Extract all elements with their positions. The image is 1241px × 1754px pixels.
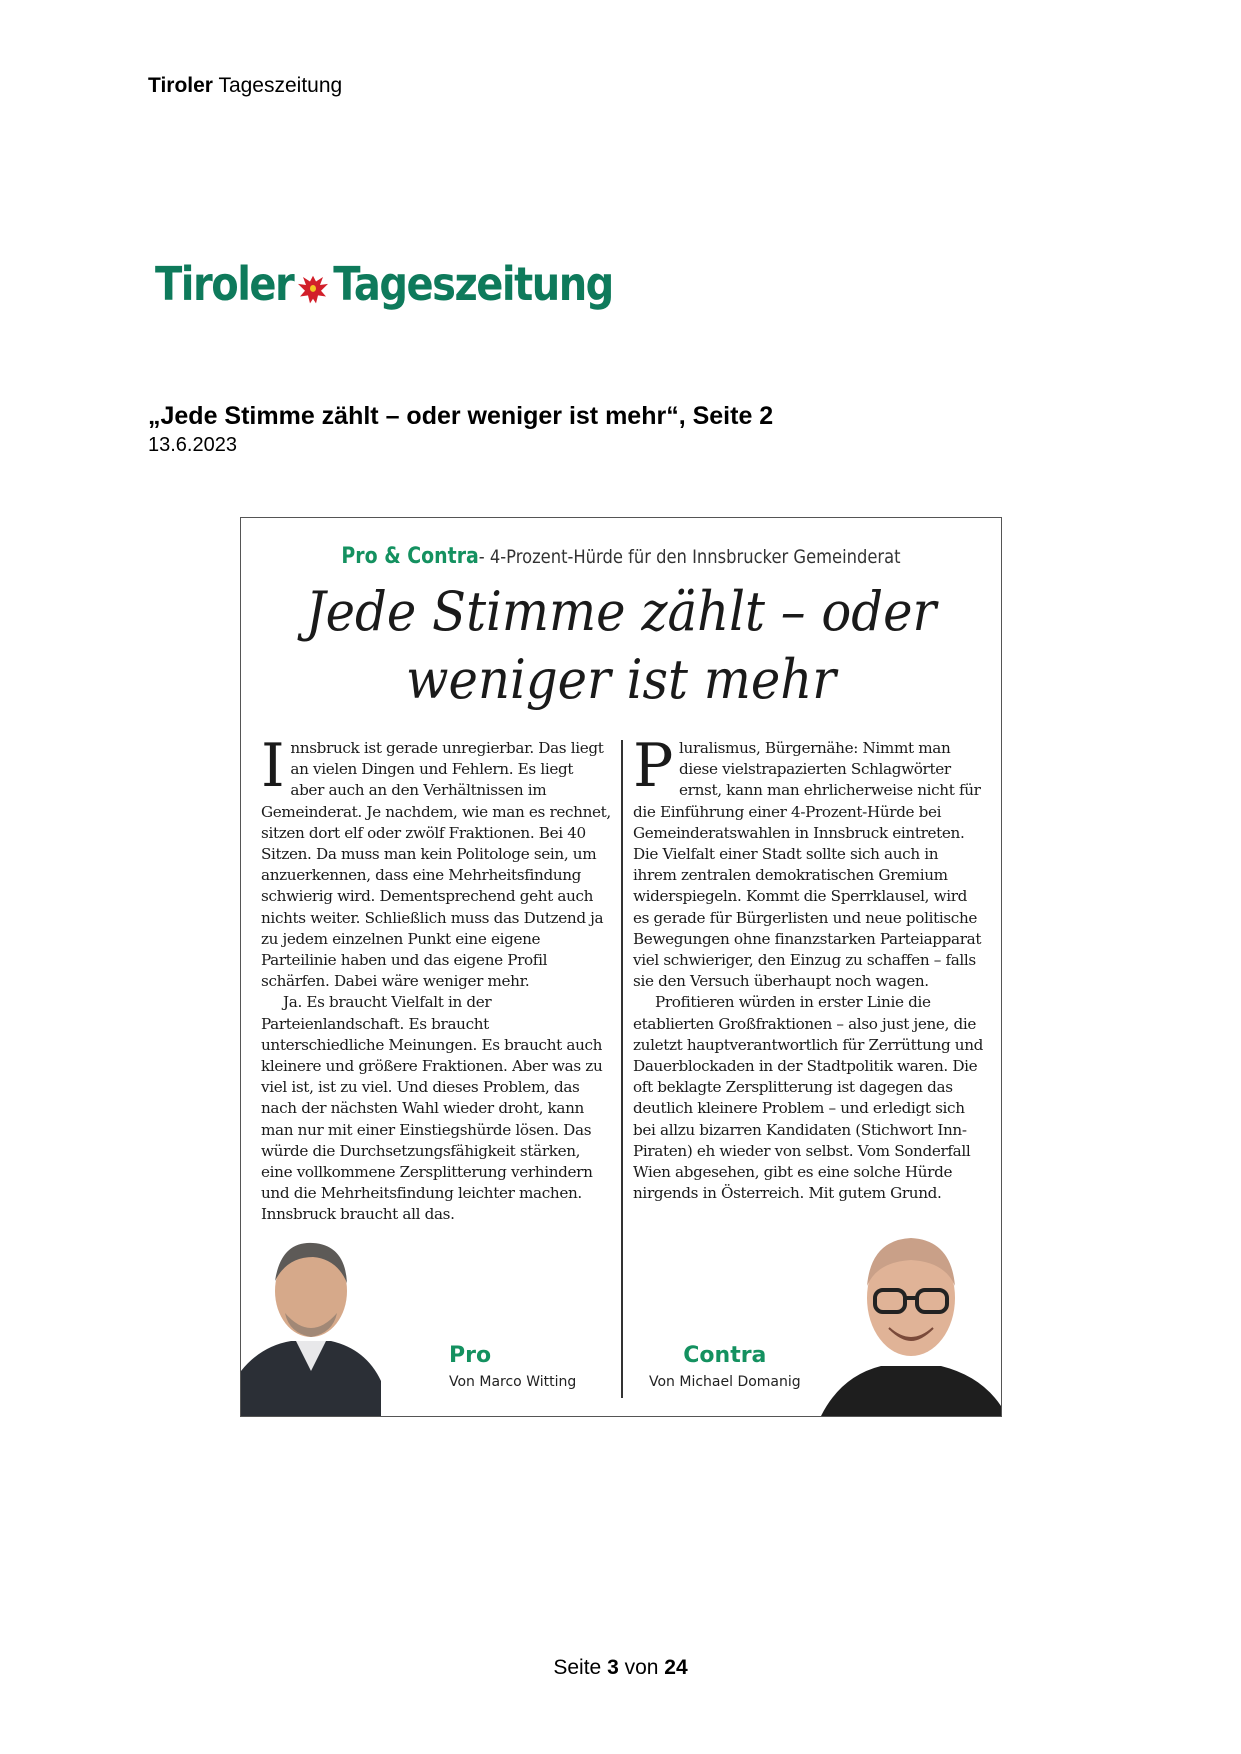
pro-author: Von Marco Witting — [449, 1374, 577, 1390]
footer-current-page: 3 — [607, 1656, 619, 1679]
newspaper-logo — [155, 259, 613, 312]
byline-contra — [649, 1343, 801, 1390]
pro-dropcap: I — [261, 731, 285, 801]
header-brand-bold: Tiroler — [148, 74, 213, 97]
headline-line-1: Jede Stimme zählt – oder — [305, 580, 937, 643]
kicker-green: Pro & Contra — [341, 544, 479, 569]
kicker — [294, 544, 948, 569]
author-photo-contra — [811, 1216, 1001, 1416]
logo-left-word: Tiroler — [155, 258, 294, 312]
page-footer — [0, 1656, 1241, 1680]
byline-pro — [449, 1343, 576, 1390]
document-header — [148, 74, 342, 98]
article-title: „Jede Stimme zählt – oder weniger ist mehr“, Seite 2 — [148, 402, 774, 430]
header-brand-rest: Tageszeitung — [218, 74, 343, 97]
pro-label: Pro — [449, 1343, 492, 1368]
contra-author: Von Michael Domanig — [649, 1374, 801, 1390]
footer-prefix: Seite — [553, 1656, 602, 1679]
pro-p1-text: nnsbruck ist gerade unregierbar. Das liegt an vielen Dingen und Fehlern. Es liegt aber auch an den Verhältnissen im Gemeinderat. Je nachdem, wie man es rechnet, sitzen dort elf oder zwölf Fraktionen. Bei 40 Sitzen. Da muss man kein Politologe sein, um anzuerkennen, dass eine Mehrheitsfindung schwierig wird. Dementsprechend geht auch nichts weiter. Schließlich muss das Dutzend ja zu jedem einzelnen Punkt eine eigene Parteilinie haben und das eigene Profil schärfen. Dabei wäre weniger mehr. — [261, 739, 611, 991]
footer-total-pages: 24 — [664, 1656, 688, 1679]
contra-p1-text: luralismus, Bürgernähe: Nimmt man diese vielstrapazierten Schlagwörter ernst, kann man ehrlicherweise nicht für die Einführung einer 4-Prozent-Hürde bei Gemeinderatswahlen in Innsbruck eintreten. Die Vielfalt einer Stadt sollte sich auch in ihrem zentralen demokratischen Gremium widerspiegeln. Kommt die Sperrklausel, wird es gerade für Bürgerlisten und neue politische Bewegungen ohne finanzstarken Parteiapparat viel schwieriger, den Einzug zu schaffen – falls sie den Versuch überhaupt noch wagen. — [633, 739, 982, 991]
contra-column — [633, 731, 985, 1204]
pro-column — [261, 731, 611, 1226]
clipping-headline — [271, 578, 970, 714]
logo-right-word: Tageszeitung — [333, 258, 613, 312]
contra-dropcap: P — [633, 731, 674, 801]
kicker-rest: - 4-Prozent-Hürde für den Innsbrucker Gemeinderat — [478, 546, 901, 568]
headline-line-2: weniger ist mehr — [406, 648, 836, 711]
article-date: 13.6.2023 — [148, 434, 237, 456]
pro-paragraph-1 — [261, 731, 611, 992]
contra-paragraph-2: Profitieren würden in erster Linie die etablierten Großfraktionen – also just jene, die zuletzt hauptverantwortlich für Zerrüttung und Dauerblockaden in der Stadtpolitik waren. Die oft beklagte Zersplitterung ist dagegen das deutlich kleinere Problem – und erledigt sich bei allzu bizarren Kandidaten (Stichwort Inn-Piraten) eh wieder von selbst. Vom Sonderfall Wien abgesehen, gibt es eine solche Hürde nirgends in Österreich. Mit gutem Grund. — [633, 993, 984, 1203]
newspaper-clipping — [240, 517, 1002, 1417]
column-divider — [621, 740, 623, 1398]
author-photo-pro — [241, 1221, 381, 1416]
contra-paragraph-1 — [633, 731, 985, 992]
footer-middle: von — [624, 1656, 659, 1679]
tyrolean-eagle-icon — [296, 267, 330, 304]
pro-paragraph-2: Ja. Es braucht Vielfalt in der Parteienlandschaft. Es braucht unterschiedliche Meinungen. Es braucht auch kleinere und größere Fraktionen. Aber was zu viel ist, ist zu viel. Und dieses Problem, das nach der nächsten Wahl wieder droht, kann man nur mit einer Einstiegshürde lösen. Das würde die Durchsetzungsfähigkeit stärken, eine vollkommene Zersplitterung verhindern und die Mehrheitsfindung leichter machen. Innsbruck braucht all das. — [261, 993, 603, 1224]
contra-label: Contra — [683, 1343, 767, 1368]
